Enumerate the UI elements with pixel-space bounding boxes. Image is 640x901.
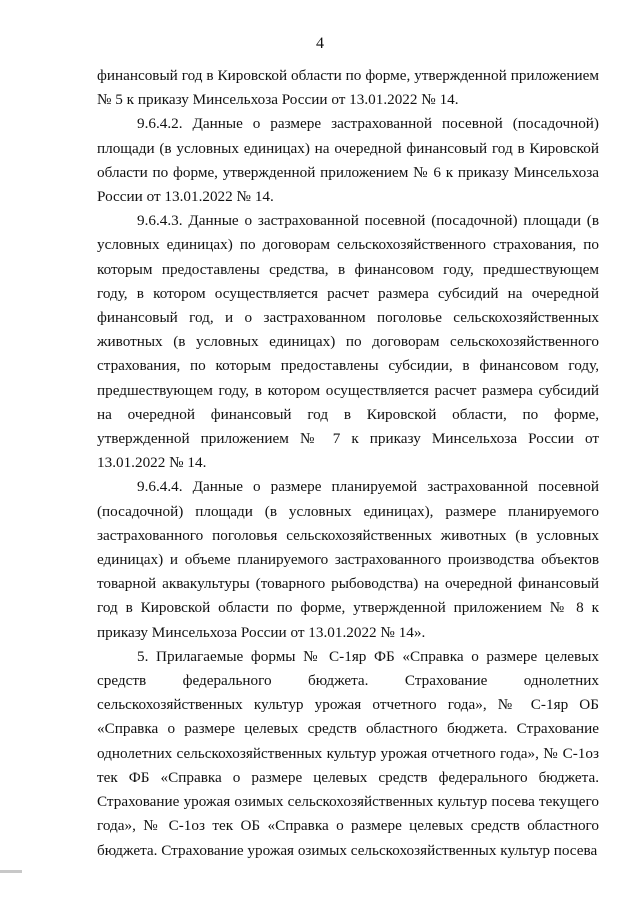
paragraph-5: 5. Прилагаемые формы № С-1яр ФБ «Справка о размере целевых средств федерального бюджета. Страхование однолетних сельскохозяйственных культур урожая отчетного года», № С-1яр ОБ «Справка о размере целевых средств областного бюджета. Страхование однолетних сельскохозяйственных культур урожая отчетного года», № С-1оз тек ФБ «Справка о размере целевых средств федерального бюджета. Страхование урожая озимых сельскохозяйственных культур посева текущего года», № С-1оз тек ОБ «Справка о размере целевых средств областного бюджета. Страхование урожая озимых сельскохозяйственных культур посева (97, 647, 599, 859)
paragraph-continuation: финансовый год в Кировской области по форме, утвержденной приложением № 5 к приказу Минсельхоза России от 13.01.2022 № 14. (97, 67, 599, 109)
paragraph-9-6-4-2: 9.6.4.2. Данные о размере застрахованной посевной (посадочной) площади (в условных единицах) на очередной финансовый год в Кировской области по форме, утвержденной приложением № 6 к приказу Минсельхоза России от 13.01.2022 № 14. (97, 115, 599, 206)
paragraph-9-6-4-3: 9.6.4.3. Данные о застрахованной посевной (посадочной) площади (в условных единицах) по договорам сельскохозяйственного страхования, по которым предоставлены средства, в финансовом году, предшествующем году, в котором осуществляется расчет размера субсидий на очередной финансовый год, и о застрахованном поголовье сельскохозяйственных животных (в условных единицах) по договорам сельскохозяйственного страхования, по которым предоставлены субсидии, в финансовом году, предшествующем году, в котором осуществляется расчет размера субсидий на очередной финансовый год в Кировской области, по форме, утвержденной приложением № 7 к приказу Минсельхоза России от 13.01.2022 № 14. (97, 212, 599, 472)
scan-edge-mark (0, 870, 22, 873)
paragraph-9-6-4-4: 9.6.4.4. Данные о размере планируемой застрахованной посевной (посадочной) площади (в условных единицах), размере планируемого застрахованного поголовья сельскохозяйственных животных (в условных единицах) и объеме планируемого застрахованного производства объектов товарной аквакультуры (товарного рыбоводства) на очередной финансовый год в Кировской области по форме, утвержденной приложением № 8 к приказу Минсельхоза России от 13.01.2022 № 14». (97, 478, 599, 641)
page-number: 4 (316, 35, 324, 52)
document-body (97, 64, 599, 863)
